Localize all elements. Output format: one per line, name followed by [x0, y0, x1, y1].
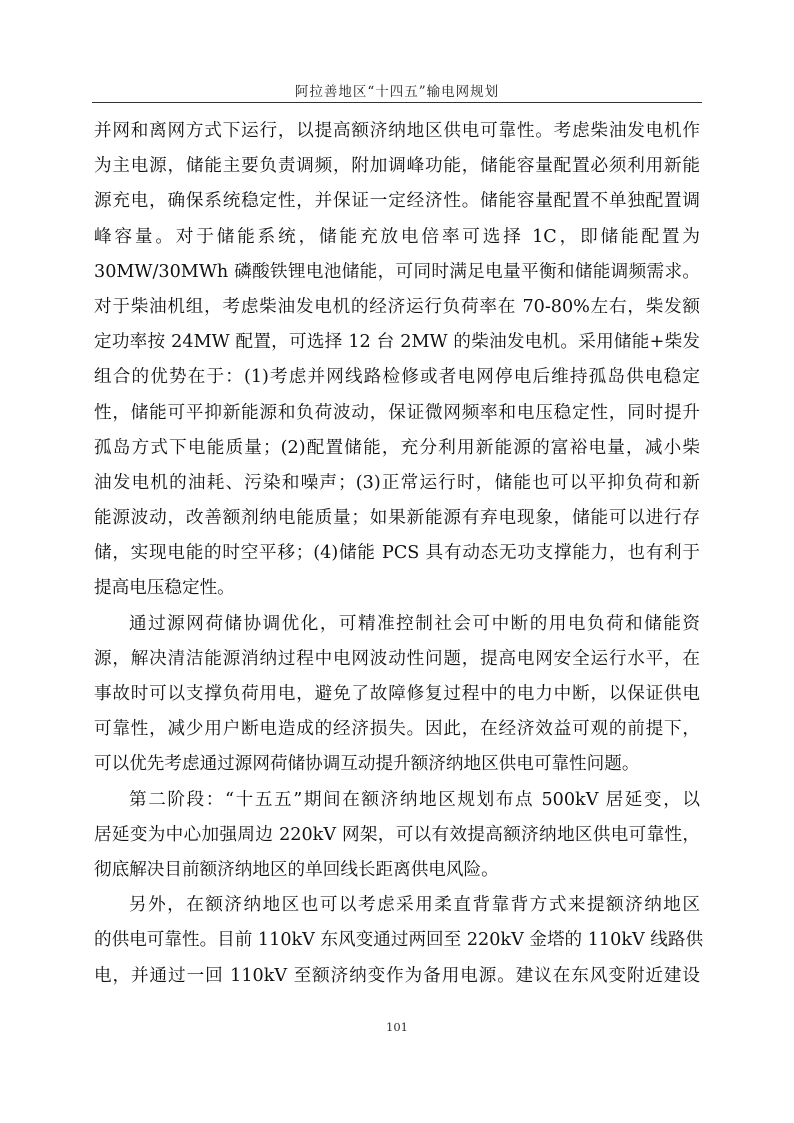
body-text — [94, 114, 704, 994]
text-line: 油发电机的油耗、污染和噪声；(3)正常运行时，储能也可以平抑负荷和新 — [94, 472, 700, 493]
text-line: 孤岛方式下电能质量；(2)配置储能，充分利用新能源的富裕电量，减小柴 — [94, 437, 700, 458]
text-line: 的供电可靠性。目前 110kV 东风变通过两回至 220kV 金塔的 110kV 线路供 — [94, 930, 704, 951]
text-line: 电，并通过一回 110kV 至额济纳变作为备用电源。建议在东风变附近建设 — [94, 965, 700, 986]
text-line: 性，储能可平抑新能源和负荷波动，保证微网频率和电压稳定性，同时提升 — [94, 402, 700, 423]
header-divider — [92, 102, 702, 103]
running-header-title: 阿拉善地区“十四五”输电网规划 — [294, 84, 500, 100]
paragraph-coordination — [94, 607, 700, 783]
text-line: 提高电压稳定性。 — [94, 578, 235, 599]
text-line: 对于柴油机组，考虑柴油发电机的经济运行负荷率在 70-80%左右，柴发额 — [94, 296, 700, 317]
text-line: 彻底解决目前额济纳地区的单回线长距离供电风险。 — [94, 859, 499, 880]
text-line: 30MW/30MWh 磷酸铁锂电池储能，可同时满足电量平衡和储能调频需求。 — [94, 261, 700, 282]
text-line: 为主电源，储能主要负责调频，附加调峰功能，储能容量配置必须利用新能 — [94, 156, 700, 177]
text-line: 居延变为中心加强周边 220kV 网架，可以有效提高额济纳地区供电可靠性， — [94, 824, 700, 845]
paragraph-flexible-dc — [94, 888, 704, 994]
text-line: 可以优先考虑通过源网荷储协调互动提升额济纳地区供电可靠性问题。 — [94, 754, 640, 775]
text-line: 源，解决清洁能源消纳过程中电网波动性问题，提高电网安全运行水平，在 — [94, 648, 700, 669]
paragraph-storage-diesel — [94, 114, 700, 607]
text-line: 并网和离网方式下运行，以提高额济纳地区供电可靠性。考虑柴油发电机作 — [94, 121, 700, 141]
text-line: 峰容量。对于储能系统，储能充放电倍率可选择 1C，即储能配置为 — [94, 226, 700, 247]
text-line: 另外，在额济纳地区也可以考虑采用柔直背靠背方式来提额济纳地区 — [129, 895, 700, 916]
text-line: 通过源网荷储协调优化，可精准控制社会可中断的用电负荷和储能资 — [129, 613, 700, 634]
page-number: 101 — [386, 1020, 408, 1034]
text-line: 能源波动，改善额剂纳电能质量；如果新能源有弃电现象，储能可以进行存 — [94, 508, 700, 529]
text-line: 可靠性，减少用户断电造成的经济损失。因此，在经济效益可观的前提下， — [94, 719, 700, 740]
text-line: 事故时可以支撑负荷用电，避免了故障修复过程中的电力中断，以保证供电 — [94, 684, 700, 704]
text-line: 定功率按 24MW 配置，可选择 12 台 2MW 的柴油发电机。采用储能+柴发 — [94, 332, 700, 353]
paragraph-second-stage — [94, 783, 700, 889]
text-line: 第二阶段：“十五五”期间在额济纳地区规划布点 500kV 居延变，以 — [129, 789, 700, 810]
text-line: 储，实现电能的时空平移；(4)储能 PCS 具有动态无功支撑能力，也有利于 — [94, 543, 700, 564]
text-line: 组合的优势在于：(1)考虑并网线路检修或者电网停电后维持孤岛供电稳定 — [94, 367, 700, 388]
text-line: 源充电，确保系统稳定性，并保证一定经济性。储能容量配置不单独配置调 — [94, 191, 700, 212]
